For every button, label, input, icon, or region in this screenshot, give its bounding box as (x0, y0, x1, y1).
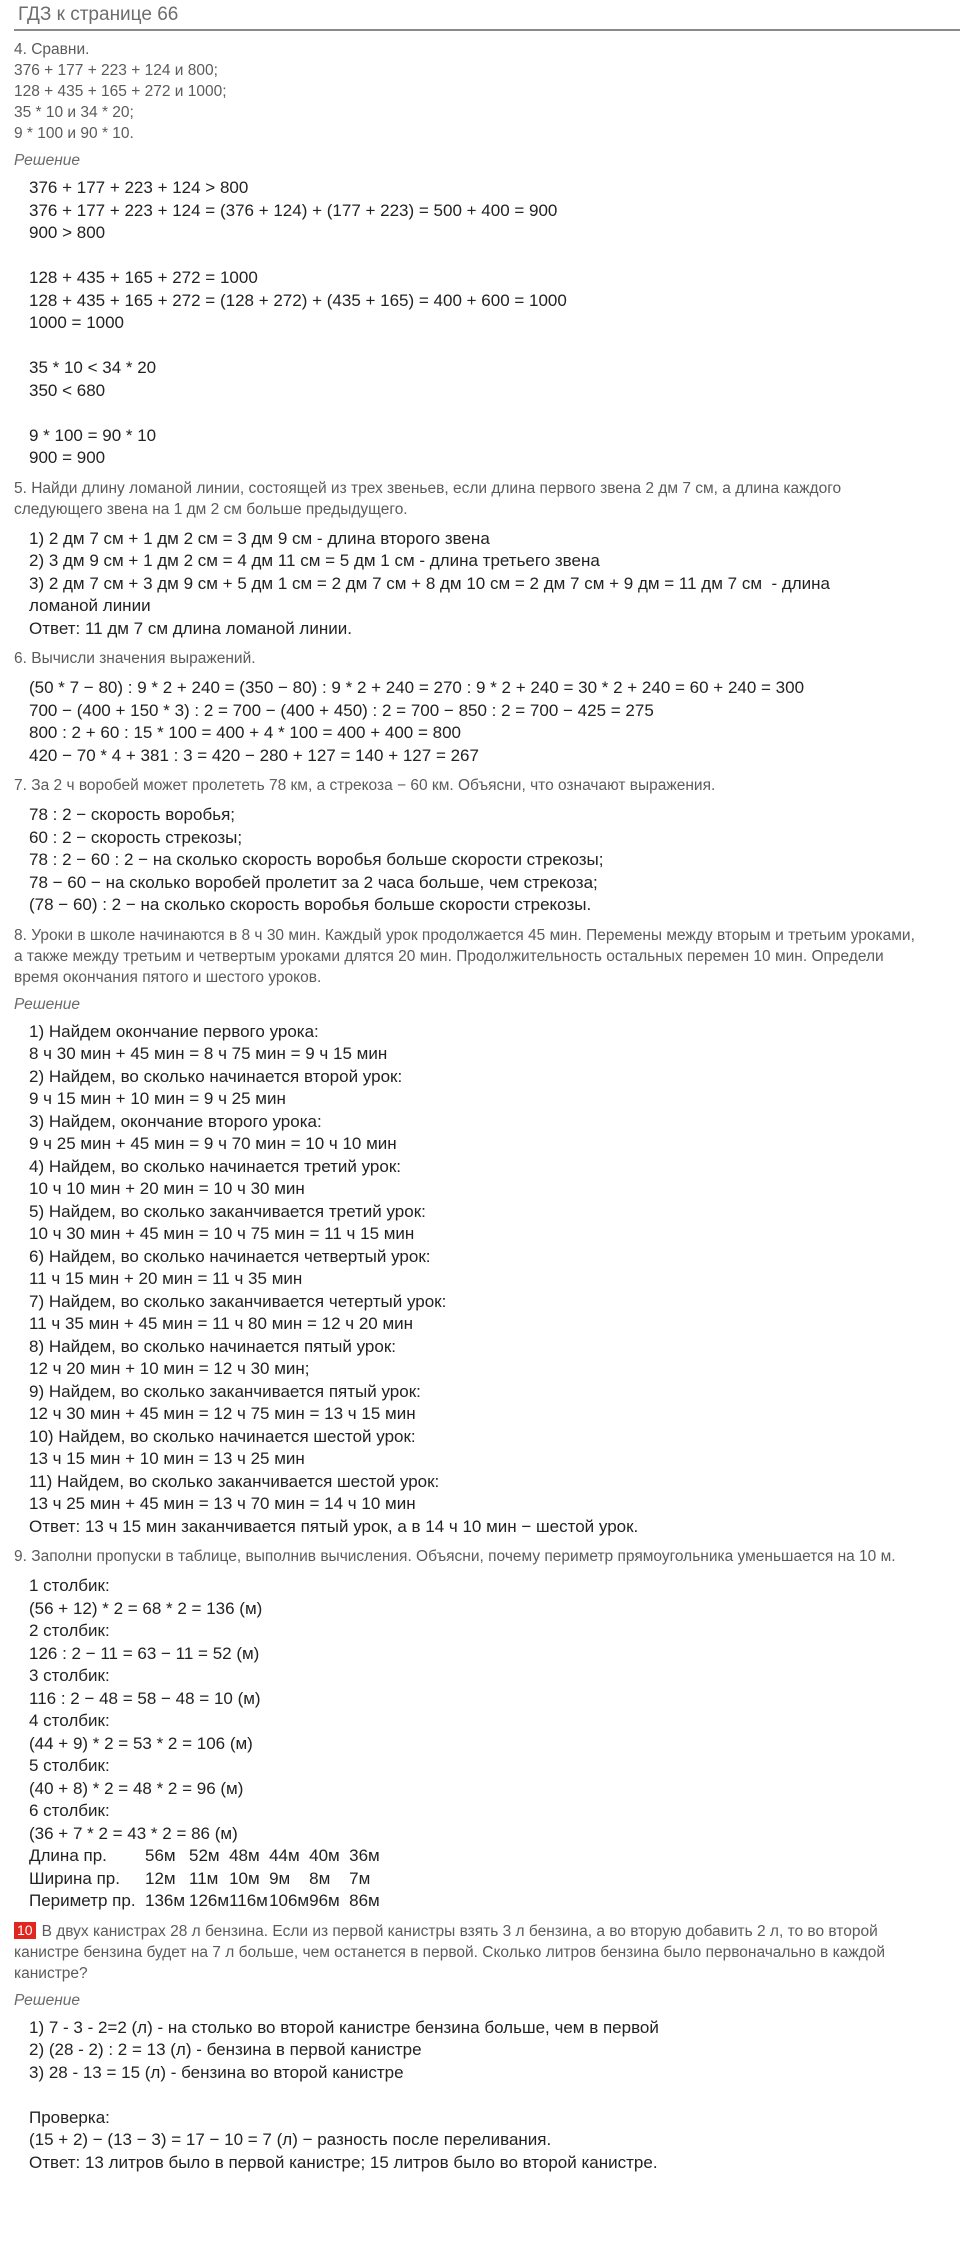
task-line: 35 * 10 и 34 * 20; (14, 104, 134, 121)
task-6 (14, 648, 960, 767)
solution-line: 420 − 70 * 4 + 381 : 3 = 420 − 280 + 127 = 140 + 127 = 267 (29, 745, 479, 765)
solution-line (29, 335, 960, 358)
page-content (14, 0, 960, 2182)
task-8-question (14, 925, 960, 988)
solution-line: 800 : 2 + 60 : 15 * 100 = 400 + 4 * 100 = 400 + 400 = 800 (29, 723, 461, 742)
table-cell: 56м (145, 1846, 176, 1865)
solution-line: (40 + 8) * 2 = 48 * 2 = 96 (м) (29, 1778, 244, 1798)
solution-line: 350 < 680 (29, 380, 106, 400)
solution-line: 900 > 800 (29, 223, 106, 242)
table-cell: Периметр пр. (29, 1891, 136, 1910)
task-line: 128 + 435 + 165 + 272 и 1000; (14, 83, 227, 100)
solution-line (29, 402, 960, 425)
solution-heading: Решение (14, 152, 81, 169)
solution-line: 78 : 2 − скорость воробья; (29, 805, 235, 824)
task-7 (14, 775, 960, 917)
solution-line: 1 столбик: (29, 1576, 110, 1595)
solution-line: 9 * 100 = 90 * 10 (29, 425, 157, 445)
solution-line: 8) Найдем, во сколько начинается пятый урок: (29, 1336, 396, 1356)
solution-line: 10 ч 30 мин + 45 мин = 10 ч 75 мин = 11 ч 15 мин (29, 1224, 415, 1243)
title-divider (14, 29, 960, 31)
page-title: ГДЗ к странице 66 (18, 4, 179, 25)
task-line: следующего звена на 1 дм 2 см больше предыдущего. (14, 500, 408, 518)
task-line-text: В двух канистрах 28 л бензина. Если из первой канистры взять 3 л бензина, а во вторую добавить 2 л, то во второй (41, 1922, 878, 1940)
solution-line: 13 ч 25 мин + 45 мин = 13 ч 70 мин = 14 ч 10 мин (29, 1494, 416, 1513)
solution-line: (36 + 7 * 2 = 43 * 2 = 86 (м) (29, 1823, 238, 1843)
task-line: 376 + 177 + 223 + 124 и 800; (14, 62, 218, 79)
solution-line: 1000 = 1000 (29, 313, 125, 332)
solution-line: 7) Найдем, во сколько заканчивается четертый урок: (29, 1291, 447, 1311)
solution-heading: Решение (14, 1991, 81, 2009)
solution-line: 4) Найдем, во сколько начинается третий урок: (29, 1156, 401, 1176)
task-line: канистре? (14, 1964, 88, 1982)
task-9-question (14, 1546, 960, 1567)
task-line: 7. За 2 ч воробей может пролететь 78 км, а стрекоза − 60 км. Объясни, что означают выражения. (14, 777, 716, 794)
task-number-badge: 10 (14, 1922, 36, 1939)
solution-line: 2) 3 дм 9 см + 1 дм 2 см = 4 дм 11 см = 5 дм 1 см - длина третьего звена (29, 551, 600, 570)
table-cell: 96м (309, 1891, 340, 1910)
solution-line: 900 = 900 (29, 448, 106, 467)
solution-line: 5 столбик: (29, 1756, 110, 1775)
solution-line: Ответ: 11 дм 7 см длина ломаной линии. (29, 618, 352, 638)
solution-line: 10) Найдем, во сколько начинается шестой урок: (29, 1426, 416, 1446)
solution-line: 700 − (400 + 150 * 3) : 2 = 700 − (400 + 450) : 2 = 700 − 850 : 2 = 700 − 425 = 275 (29, 700, 654, 720)
solution-line: (15 + 2) − (13 − 3) = 17 − 10 = 7 (л) − разность после переливания. (29, 2130, 552, 2149)
task-line: 9. Заполни пропуски в таблице, выполнив вычисления. Объясни, почему периметр прямоугольника уменьшается на 10 м. (14, 1548, 896, 1565)
solution-line: 9 ч 25 мин + 45 мин = 9 ч 70 мин = 10 ч 10 мин (29, 1134, 397, 1153)
solution-line: 35 * 10 < 34 * 20 (29, 358, 157, 377)
solution-line: 1) 7 - 3 - 2=2 (л) - на столько во второй канистре бензина больше, чем в первой (29, 2017, 659, 2037)
solution-line: 8 ч 30 мин + 45 мин = 8 ч 75 мин = 9 ч 15 мин (29, 1044, 388, 1063)
solution-line: 4 столбик: (29, 1711, 110, 1730)
table-cell: 116м (229, 1891, 268, 1910)
table-cell: 52м (189, 1846, 220, 1865)
solution-line: 1) 2 дм 7 см + 1 дм 2 см = 3 дм 9 см - длина второго звена (29, 528, 490, 548)
table-cell: 36м (349, 1846, 380, 1865)
solution-line: (78 − 60) : 2 − на сколько скорость воробья больше скорости стрекозы. (29, 895, 592, 914)
task-line: 8. Уроки в школе начинаются в 8 ч 30 мин. Каждый урок продолжается 45 мин. Перемены между вторым и третьим уроками, (14, 926, 915, 944)
solution-line: Ответ: 13 ч 15 мин заканчивается пятый урок, а в 14 ч 10 мин − шестой урок. (29, 1516, 639, 1536)
solution-heading: Решение (14, 995, 81, 1013)
solution-line: 6 столбик: (29, 1801, 110, 1820)
solution-line: 60 : 2 − скорость стрекозы; (29, 827, 243, 847)
task-line: 5. Найди длину ломаной линии, состоящей из трех звеньев, если длина первого звена 2 дм 7 см, а длина каждого (14, 479, 842, 497)
solution-line: Ответ: 13 литров было в первой канистре; 15 литров было во второй канистре. (29, 2152, 658, 2172)
task-7-question (14, 775, 960, 796)
task-line: 9 * 100 и 90 * 10. (14, 125, 134, 142)
table-cell: 44м (269, 1846, 300, 1865)
solution-line: 11 ч 15 мин + 20 мин = 11 ч 35 мин (29, 1269, 303, 1288)
task-9-solution (14, 1575, 960, 1913)
task-line: 4. Сравни. (14, 41, 90, 58)
solution-line: 126 : 2 − 11 = 63 − 11 = 52 (м) (29, 1643, 260, 1663)
table-cell: 126м (189, 1891, 230, 1910)
solution-line: 11) Найдем, во сколько заканчивается шестой урок: (29, 1471, 440, 1491)
solution-line: 9) Найдем, во сколько заканчивается пятый урок: (29, 1381, 421, 1401)
table-cell: Длина пр. (29, 1846, 107, 1865)
solution-line: Проверка: (29, 2107, 110, 2127)
task-6-question (14, 648, 960, 669)
task-7-solution (14, 804, 960, 917)
table-cell: 86м (349, 1891, 380, 1910)
solution-line: 376 + 177 + 223 + 124 > 800 (29, 178, 249, 197)
table-row (29, 1845, 389, 1868)
task-8 (14, 925, 960, 1539)
solution-line: 2) Найдем, во сколько начинается второй урок: (29, 1066, 403, 1086)
task-line: а также между третьим и четвертым уроками длятся 20 мин. Продолжительность остальных перемен 10 мин. Определи (14, 947, 884, 965)
task-line (14, 1921, 960, 1942)
task-10 (14, 1921, 960, 2175)
solution-line: 78 − 60 − на сколько воробей пролетит за 2 часа больше, чем стрекоза; (29, 872, 598, 892)
solution-line: 3) 28 - 13 = 15 (л) - бензина во второй канистре (29, 2062, 404, 2082)
table-cell: 48м (229, 1846, 260, 1865)
solution-line (29, 2084, 960, 2107)
solution-line: 6) Найдем, во сколько начинается четвертый урок: (29, 1246, 431, 1266)
table-row (29, 1868, 389, 1891)
solution-line: 1) Найдем окончание первого урока: (29, 1021, 319, 1041)
solution-line: 3 столбик: (29, 1666, 110, 1685)
solution-line: 3) Найдем, окончание второго урока: (29, 1111, 322, 1131)
task-8-solution (14, 1021, 960, 1539)
task-4-solution (14, 177, 960, 470)
solution-line: ломаной линии (29, 596, 151, 615)
solution-line: 10 ч 10 мин + 20 мин = 10 ч 30 мин (29, 1179, 305, 1198)
table-cell: 11м (189, 1868, 219, 1888)
solution-line: 12 ч 30 мин + 45 мин = 12 ч 75 мин = 13 ч 15 мин (29, 1404, 416, 1423)
task-9 (14, 1546, 960, 1913)
table-cell: Ширина пр. (29, 1868, 120, 1888)
solution-line: 9 ч 15 мин + 10 мин = 9 ч 25 мин (29, 1089, 286, 1108)
table-cell: 136м (145, 1891, 186, 1910)
table-cell: 8м (309, 1868, 331, 1888)
task-5-question (14, 478, 960, 520)
table-cell: 106м (269, 1891, 310, 1910)
task-line: время окончания пятого и шестого уроков. (14, 968, 322, 986)
task-4 (14, 39, 960, 470)
task-5 (14, 478, 960, 641)
task-10-question (14, 1921, 960, 1984)
solution-line: (56 + 12) * 2 = 68 * 2 = 136 (м) (29, 1598, 263, 1618)
table-cell: 12м (145, 1868, 176, 1888)
task-6-solution (14, 677, 960, 767)
solution-line: 2 столбик: (29, 1621, 110, 1640)
table-cell: 9м (269, 1868, 291, 1888)
solution-line: 376 + 177 + 223 + 124 = (376 + 124) + (177 + 223) = 500 + 400 = 900 (29, 200, 558, 220)
table-cell: 10м (229, 1868, 260, 1888)
solution-line: 2) (28 - 2) : 2 = 13 (л) - бензина в первой канистре (29, 2040, 422, 2059)
solution-line: 128 + 435 + 165 + 272 = (128 + 272) + (435 + 165) = 400 + 600 = 1000 (29, 290, 567, 310)
solution-line: 12 ч 20 мин + 10 мин = 12 ч 30 мин; (29, 1359, 310, 1378)
task-4-question (14, 39, 960, 144)
solution-line (29, 245, 960, 268)
rectangle-table (29, 1845, 389, 1913)
solution-line: 11 ч 35 мин + 45 мин = 11 ч 80 мин = 12 ч 20 мин (29, 1314, 414, 1333)
task-line: 6. Вычисли значения выражений. (14, 650, 256, 667)
solution-line: 116 : 2 − 48 = 58 − 48 = 10 (м) (29, 1688, 261, 1708)
solution-line: 13 ч 15 мин + 10 мин = 13 ч 25 мин (29, 1449, 305, 1468)
task-5-solution (14, 528, 960, 641)
solution-line: 78 : 2 − 60 : 2 − на сколько скорость воробья больше скорости стрекозы; (29, 850, 604, 869)
solution-line: 128 + 435 + 165 + 272 = 1000 (29, 268, 258, 287)
task-10-solution (14, 2017, 960, 2175)
solution-line: 3) 2 дм 7 см + 3 дм 9 см + 5 дм 1 см = 2 дм 7 см + 8 дм 10 см = 2 дм 7 см + 9 дм = 11 дм 7 см - длина (29, 573, 831, 593)
table-cell: 40м (309, 1846, 340, 1865)
solution-line: (50 * 7 − 80) : 9 * 2 + 240 = (350 − 80) : 9 * 2 + 240 = 270 : 9 * 2 + 240 = 30 * 2 + 240 = 60 + 240 = 300 (29, 678, 805, 697)
solution-line: 5) Найдем, во сколько заканчивается третий урок: (29, 1201, 426, 1221)
solution-line: (44 + 9) * 2 = 53 * 2 = 106 (м) (29, 1733, 253, 1753)
task-line: канистре бензина будет на 7 л больше, чем останется в первой. Сколько литров бензина было первоначально в каждой (14, 1943, 886, 1961)
table-cell: 7м (349, 1868, 371, 1888)
table-row (29, 1890, 389, 1913)
